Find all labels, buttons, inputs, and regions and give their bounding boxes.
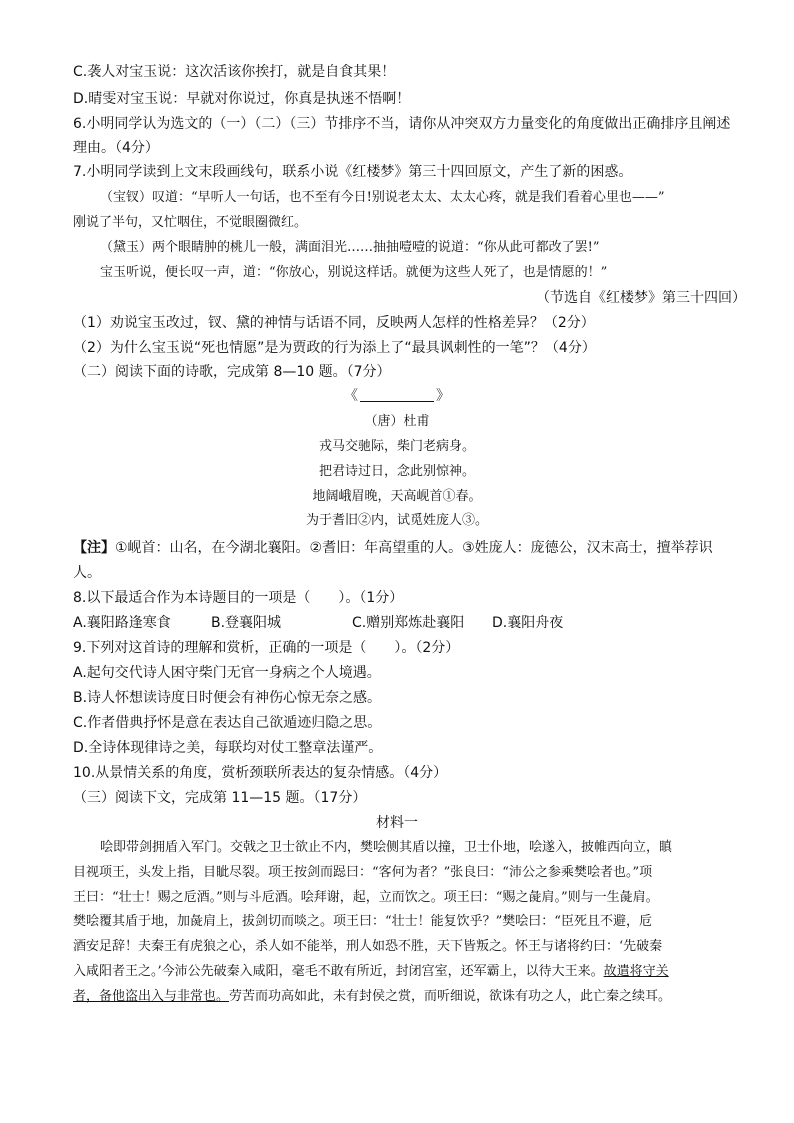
- passage-line-5: 酒安足辞！夫秦王有虎狼之心，杀人如不能举，刑人如恐不胜，天下皆叛之。怀王与诸将约曰：‘先破秦: [73, 939, 663, 954]
- underlined-sentence-end: 者，备他盗出入与非常也。: [73, 989, 230, 1004]
- passage-line-3: 王曰：“壮士！赐之卮酒。”则与斗卮酒。哙拜谢，起，立而饮之。项王曰：“赐之彘肩。”则与一生彘肩。: [73, 890, 659, 905]
- quote-source: （节选自《红楼梦》第三十四回）: [536, 290, 746, 306]
- question-9: 9.下列对这首诗的理解和赏析，正确的一项是（ ）。（2分）: [73, 640, 460, 656]
- section-3-heading: （三）阅读下文，完成第 11—15 题。（17分）: [73, 790, 367, 806]
- section-2-heading: （二）阅读下面的诗歌，完成第 8—10 题。（7分）: [73, 364, 391, 380]
- passage-line-6: [73, 962, 669, 982]
- poem-note-line2: 人。: [73, 565, 101, 581]
- option-d: D.晴雯对宝玉说：早就对你说过，你真是执迷不悟啊！: [73, 91, 411, 107]
- passage-line-2: 目视项王，头发上指，目眦尽裂。项王按剑而跽曰：“客何为者？”张良曰：“沛公之参乘樊哙者也。”项: [73, 865, 653, 880]
- material-1-title: 材料一: [376, 815, 418, 831]
- poem-line-4: 为于耆旧②内，试觅姓庞人③。: [305, 513, 488, 528]
- note-text: ①岘首：山名，在今湖北襄阳。②耆旧：年高望重的人。③姓庞人：庞德公，汉末高士，擅举荐识: [115, 540, 713, 556]
- passage-line-7-text: 劳苦而功高如此，未有封侯之赏，而听细说，欲诛有功之人，此亡秦之续耳。: [229, 989, 672, 1004]
- option-c: C.袭人对宝玉说：这次活该你挨打，就是自食其果！: [73, 64, 396, 80]
- poem-title-left: 《: [344, 388, 358, 404]
- passage-line-1: 哙即带剑拥盾入军门。交戟之卫士欲止不内，樊哙侧其盾以撞，卫士仆地，哙遂入，披帷西向立，瞋: [100, 840, 673, 855]
- question-7-sub1: （1）劝说宝玉改过，钗、黛的神情与话语不同，反映两人怎样的性格差异？（2分）: [73, 315, 595, 331]
- question-10: 10.从景情关系的角度，赏析颈联所表达的复杂情感。（4分）: [73, 765, 448, 781]
- poem-line-1: 戎马交驰际，柴门老病身。: [318, 439, 475, 454]
- poem-author: （唐）杜甫: [364, 414, 430, 429]
- question-7-sub2: （2）为什么宝玉说“死也情愿”是为贾政的行为添上了“最具讽刺性的一笔”？（4分）: [73, 340, 596, 356]
- question-6-line2: 理由。（4分）: [73, 140, 159, 156]
- poem-line-3: 地阔峨眉晚，天高岘首①春。: [312, 489, 482, 504]
- q9-option-c: C.作者借典抒怀是意在表达自己欲遁迹归隐之思。: [73, 715, 382, 731]
- poem-title-blank: [360, 387, 434, 402]
- q8-option-d: D.襄阳舟夜: [492, 615, 564, 631]
- question-6-line1: 6.小明同学认为选文的（一）（二）（三）节排序不当，请你从冲突双方力量变化的角度做出正确排序且阐述: [73, 116, 731, 132]
- passage-line-7: [73, 987, 671, 1007]
- poem-line-2: 把君诗过日，念此别惊神。: [318, 464, 475, 479]
- passage-line-6-text: 入咸阳者王之。’今沛公先破秦入咸阳，毫毛不敢有所近，封闭宫室，还军霸上，以待大王来。: [73, 964, 604, 979]
- q8-option-c: C.赠别郑炼赴襄阳: [352, 615, 465, 631]
- q9-option-d: D.全诗体现律诗之美，每联均对仗工整章法谨严。: [73, 740, 383, 756]
- poem-note-line1: [73, 538, 713, 558]
- underlined-sentence-start: 故遣将守关: [603, 964, 669, 979]
- quote-baochai-line2: 刚说了半句，又忙咽住，不觉眼圈微红。: [73, 215, 308, 230]
- q9-option-a: A.起句交代诗人困守柴门无官一身病之个人境遇。: [73, 665, 381, 681]
- note-label: 【注】: [73, 540, 115, 556]
- q8-option-a: A.襄阳路逢寒食: [73, 615, 171, 631]
- q8-option-b: B.登襄阳城: [211, 615, 282, 631]
- q9-option-b: B.诗人怀想读诗度日时便会有神伤心惊无奈之感。: [73, 690, 382, 706]
- question-7-intro: 7.小明同学读到上文末段画线句，联系小说《红楼梦》第三十四回原文，产生了新的困惑。: [73, 164, 633, 180]
- passage-line-4: 樊哙覆其盾于地，加彘肩上，拔剑切而啖之。项王曰：“壮士！能复饮乎？”樊哙曰：“臣死且不避，卮: [73, 914, 652, 929]
- quote-baoyu: 宝玉听说，便长叹一声，道：“你放心，别说这样话。就便为这些人死了，也是情愿的！”: [100, 265, 608, 280]
- quote-baochai-line1: （宝钗）叹道：“早听人一句话，也不至有今日!别说老太太、太太心疼，就是我们看着心里也——”: [100, 190, 665, 205]
- question-8: 8.以下最适合作为本诗题目的一项是（ ）。（1分）: [73, 590, 404, 606]
- poem-title: [0, 386, 794, 406]
- poem-title-right: 》: [436, 388, 450, 404]
- quote-daiyu: （黛玉）两个眼睛肿的桃儿一般，满面泪光……抽抽噎噎的说道：“你从此可都改了罢!”: [100, 240, 600, 255]
